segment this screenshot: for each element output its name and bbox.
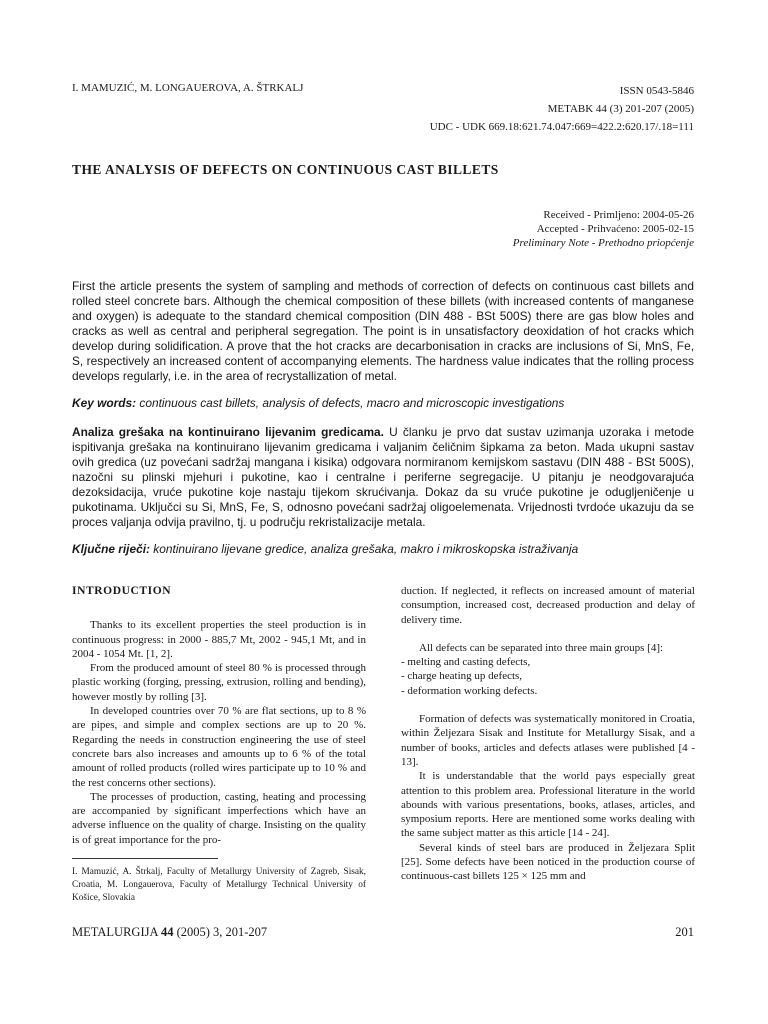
udc-code: UDC - UDK 669.18:621.74.047:669=422.2:620.17/.18=111 xyxy=(429,121,694,133)
paragraph: It is understandable that the world pays especially great attention to this problem area. Professional literature in the world abounds with various presentations, books, atlases, articles, and symposium reports. Here are mentioned some works dealing with the same subject matter as this article [14 - 24]. xyxy=(401,770,695,840)
running-header-authors: I. MAMUZIĆ, M. LONGAUEROVA, A. ŠTRKALJ xyxy=(72,82,304,94)
journal-volume: 44 xyxy=(160,925,174,939)
article-type-note: Preliminary Note - Prethodno priopćenje xyxy=(512,237,694,249)
abstract-croatian xyxy=(72,425,694,530)
body-column-right xyxy=(401,584,695,884)
abstract-croatian-text: U članku je prvo dat sustav uzimanja uzoraka i metode ispitivanja grešaka na kontinuirano lijevanim gredicama i valjanim čeličnim šipkama za beton. Mada ukupni sastav ovih gredica (uz povećani sadržaj mangana i kisika) odgovara normiranom kemijskom sastavu (DIN 488 - BSt 500S), nazočni su plinski mjehuri i pukotine, kao i centralne i periferne segregacije. U pitanju je neodgovarajuća dezoksidacija, vruće pukotine koje nastaju tijekom skrućivanja. Dokaz da su vruće pukotine je odugljeničenje u pukotinama. Uključci su Si, MnS, Fe, S, odnosno povećani sadržaj oligoelemenata. Vrijednosti tvrdoće ukazuju da se proces valjanja odvija pravilno, tj. u području rekristalizacije metala. xyxy=(72,425,695,529)
article-dates xyxy=(513,208,694,250)
page-number: 201 xyxy=(675,925,694,939)
abstract-croatian-title: Analiza grešaka na kontinuirano lijevanim gredicama. xyxy=(72,425,384,439)
journal-footer xyxy=(72,925,267,940)
keywords-text: continuous cast billets, analysis of defects, macro and microscopic investigations xyxy=(139,396,565,410)
keywords-croatian xyxy=(72,542,694,557)
publication-metadata xyxy=(430,82,694,136)
body-column-left xyxy=(72,584,366,847)
defect-groups-list xyxy=(401,655,695,698)
paragraph: From the produced amount of steel 80 % is processed through plastic working (forging, pressing, extrusion, rolling and bending), however mostly by rolling [3]. xyxy=(72,662,366,703)
paragraph: The processes of production, casting, heating and processing are accompanied by significant imperfections which have an adverse influence on the quality of charge. Insisting on the quality is of great importance for the pro- xyxy=(72,790,366,846)
author-affiliations-footnote: I. Mamuzić, A. Štrkalj, Faculty of Metallurgy University of Zagreb, Sisak, Croatia, M. Longauerova, Faculty of Metallurgy Technical University of Košice, Slovakia xyxy=(72,867,366,903)
journal-issue-pages: (2005) 3, 201-207 xyxy=(176,925,268,939)
keywords-croatian-label: Ključne riječi: xyxy=(72,542,150,556)
abstract-english: First the article presents the system of sampling and methods of correction of defects on continuous cast billets and rolled steel concrete bars. Although the chemical composition of these billets (with increased contents of manganese and oxygen) is adequate to the standard chemical composition (DIN 488 - BSt 500S) there are gas blow holes and cracks as well as central and peripheral segregation. The point is in unsatisfactory deoxidation of hot cracks which develop during solidification. A prove that the hot cracks are decarbonisation in cracks are inclusions of Si, MnS, Fe, S, respectively an increased content of accompanying elements. The hardness value indicates that the rolling process develops regularly, i.e. in the area of recrystallization of metal. xyxy=(72,279,694,383)
list-item: - melting and casting defects, xyxy=(401,656,531,669)
article-title: THE ANALYSIS OF DEFECTS ON CONTINUOUS CAST BILLETS xyxy=(72,162,499,177)
journal-code: METABK 44 (3) 201-207 (2005) xyxy=(547,103,694,115)
paragraph: Several kinds of steel bars are produced in Željezara Split [25]. Some defects have been noticed in the production course of continuous-cast billets 125 × 125 mm and xyxy=(401,841,695,883)
journal-name: METALURGIJA xyxy=(72,925,158,939)
paragraph: Formation of defects was systematically monitored in Croatia, within Željezara Sisak and Institute for Metallurgy Sisak, and a number of books, articles and defects atlases were published [4 - 13]. xyxy=(401,713,695,768)
section-heading-introduction: INTRODUCTION xyxy=(72,585,172,597)
list-item: - charge heating up defects, xyxy=(401,670,523,683)
received-date: Received - Primljeno: 2004-05-26 xyxy=(543,209,694,221)
paragraph: duction. If neglected, it reflects on increased amount of material consumption, increased cost, decreased production and delay of delivery time. xyxy=(401,585,695,626)
keywords-croatian-text: kontinuirano lijevane gredice, analiza grešaka, makro i mikroskopska istraživanja xyxy=(153,542,579,556)
paragraph: In developed countries over 70 % are flat sections, up to 8 % are pipes, and simple and complex sections are up to 20 %. Regarding the needs in construction engineering the use of steel concrete bars also increases and amounts up to 6 % of the total amount of rolled products (rolled wires participate up to 10 % and the rest concerns other sections). xyxy=(72,705,366,789)
keywords-label: Key words: xyxy=(72,396,137,410)
paragraph: Thanks to its excellent properties the steel production is in continuous progress: in 2000 - 885,7 Mt, 2002 - 945,1 Mt, and in 2004 - 1054 Mt. [1, 2]. xyxy=(72,619,366,660)
list-item: - deformation working defects. xyxy=(401,684,538,697)
issn: ISSN 0543-5846 xyxy=(619,85,694,97)
keywords-english xyxy=(72,396,694,411)
paragraph: All defects can be separated into three main groups [4]: xyxy=(419,641,664,654)
accepted-date: Accepted - Prihvaćeno: 2005-02-15 xyxy=(536,223,694,235)
footnote-divider xyxy=(72,858,218,859)
